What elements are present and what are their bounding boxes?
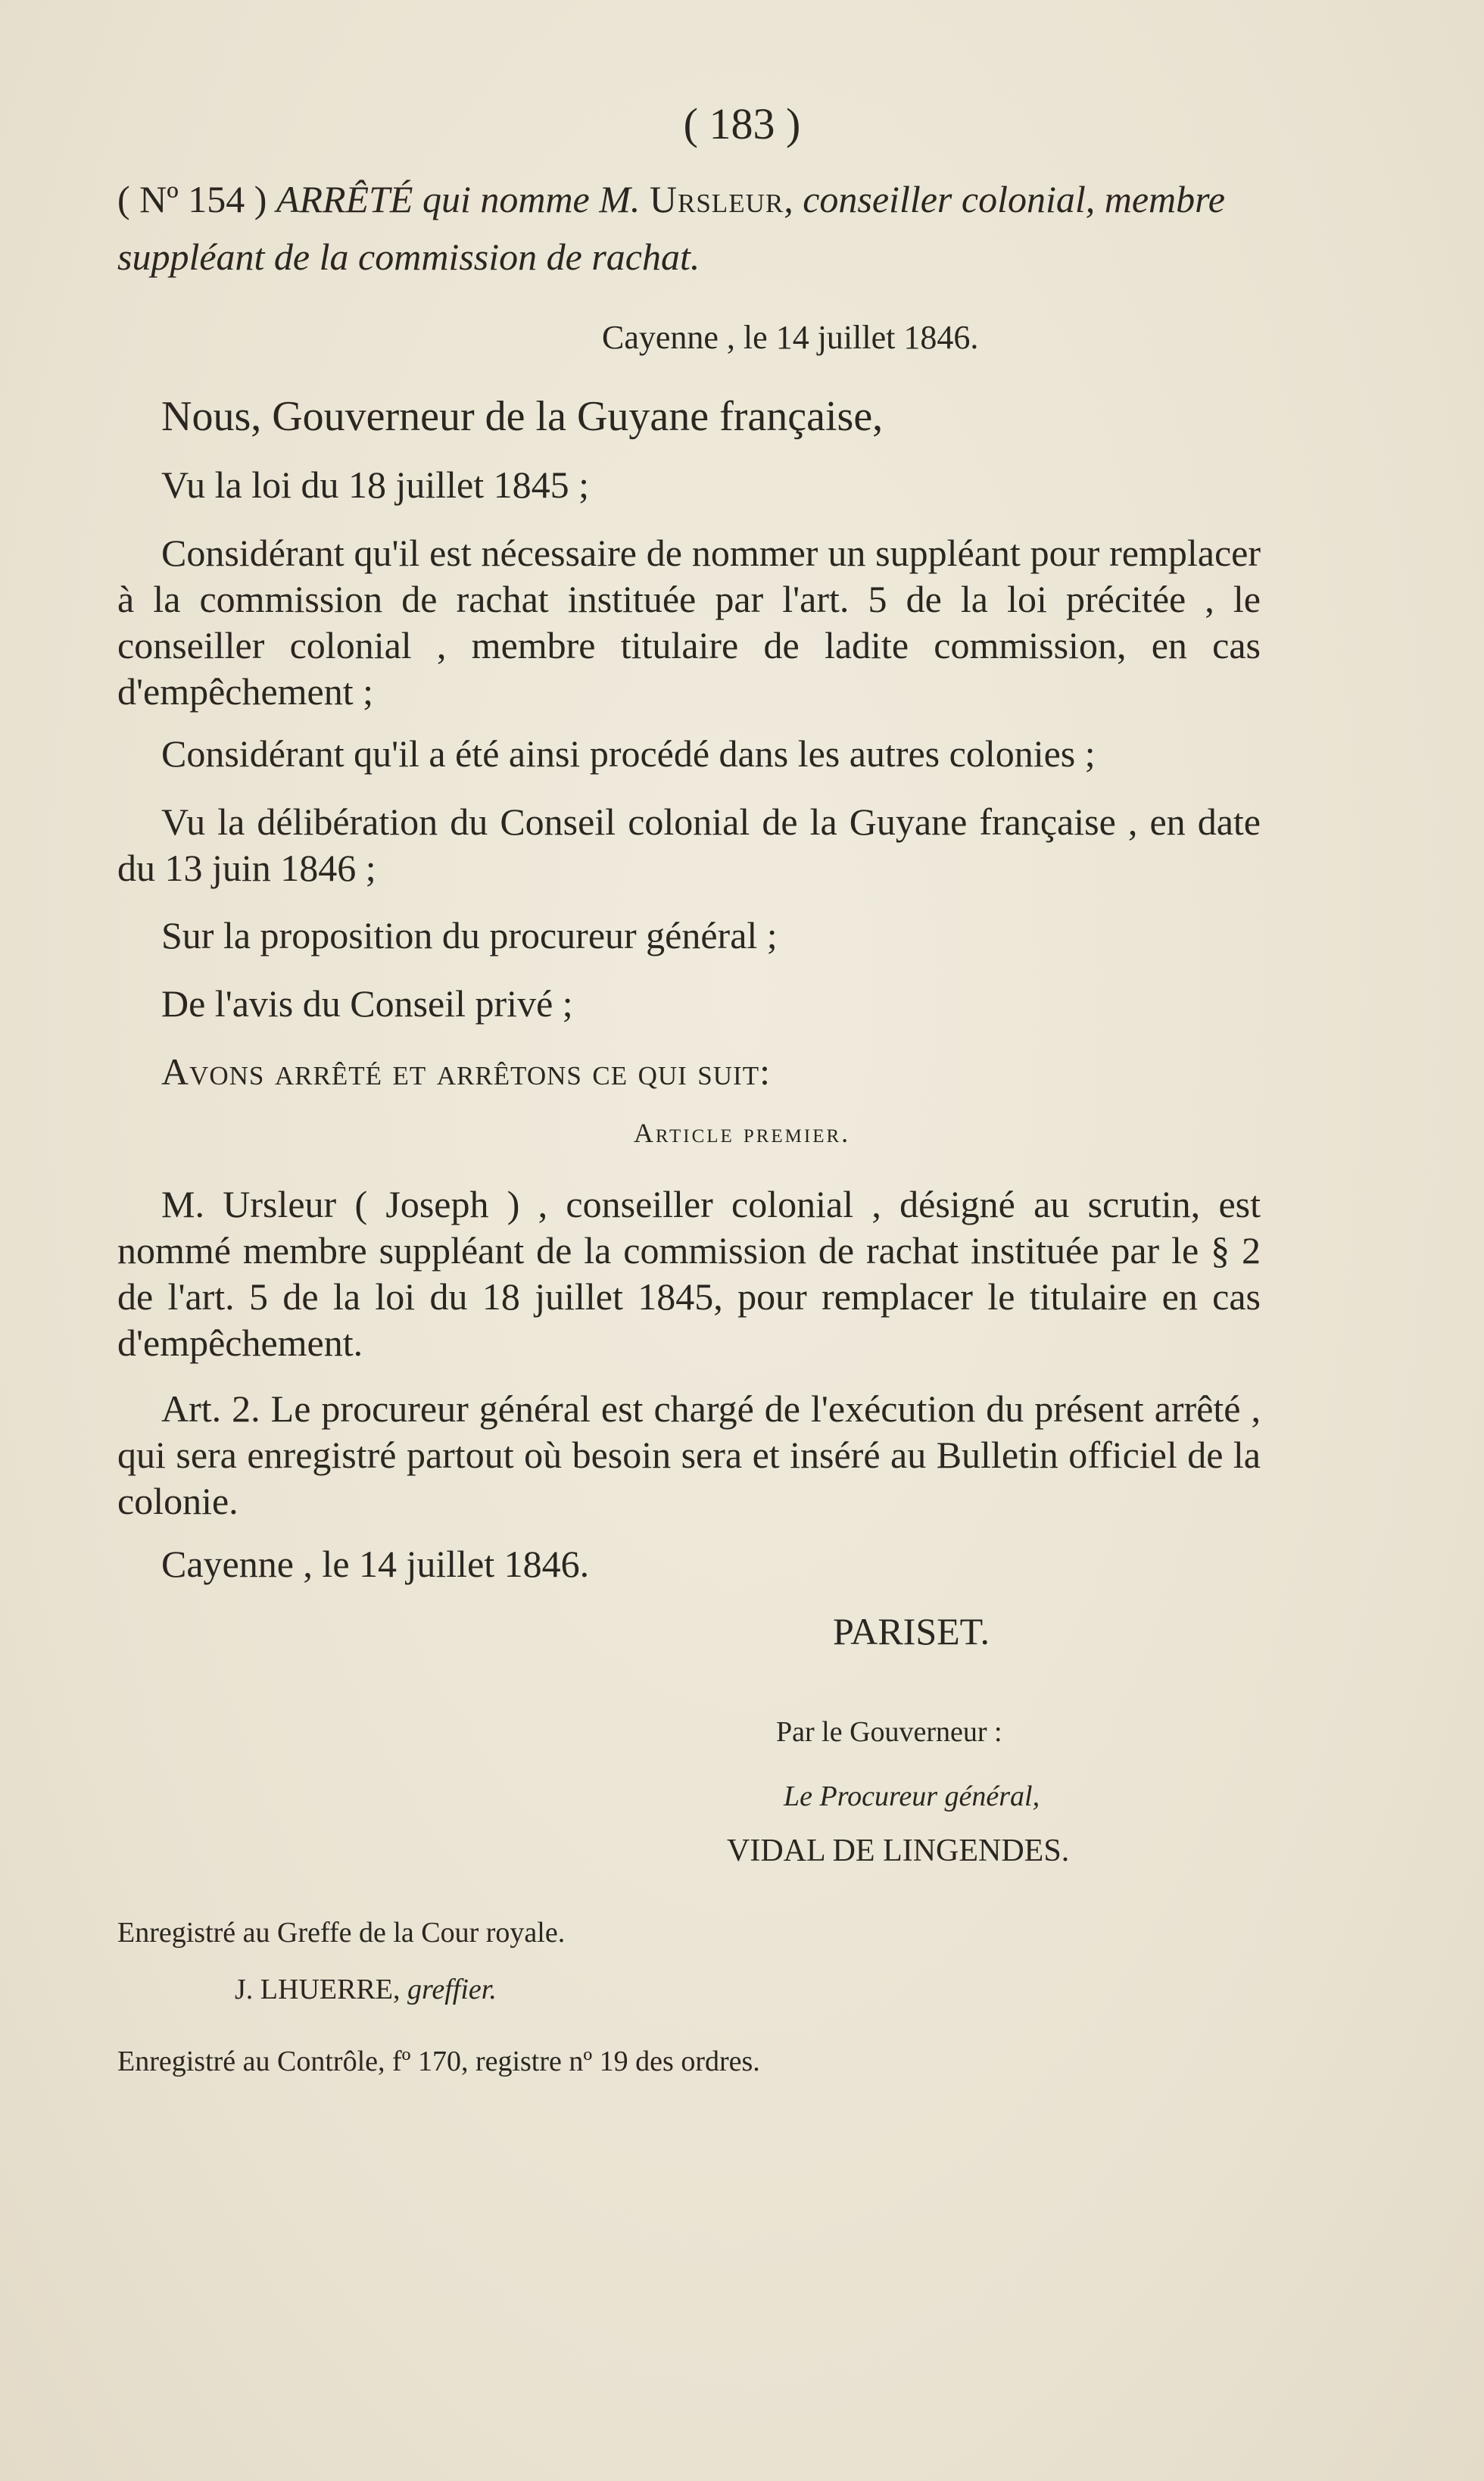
preamble-paragraph-3: Considérant qu'il a été ainsi procédé dans les autres colonies ; — [161, 732, 1096, 775]
countersign-title: Le Procureur général, — [784, 1780, 1040, 1812]
preamble-paragraph-2: Considérant qu'il est nécessaire de nommer un suppléant pour remplacer à la commission de rachat instituée par l'art. 5 de la loi précitée , le conseiller colonial , membre titulaire de ladite commission, en cas d'empêchement ; — [117, 532, 1261, 713]
preamble-paragraph-5: Sur la proposition du procureur général ; — [161, 914, 778, 957]
registration-controle: Enregistré au Contrôle, fº 170, registre nº 19 des ordres. — [117, 2046, 760, 2077]
dateline: Cayenne , le 14 juillet 1846. — [602, 319, 979, 356]
article-1: M. Ursleur ( Joseph ) , conseiller colonial , désigné au scrutin, est nommé membre suppléant de la commission de rachat instituée par le § 2 de l'art. 5 de la loi du 18 juillet 1845, pour remplacer le titulaire en cas d'empêchement. — [117, 1183, 1261, 1364]
signature: PARISET. — [833, 1610, 990, 1652]
decree-heading-name: Ursleur — [649, 178, 784, 220]
page-number: ( 183 ) — [683, 99, 801, 148]
closing-date: Cayenne , le 14 juillet 1846. — [161, 1543, 590, 1585]
decree-heading — [117, 170, 1268, 286]
article-2: Art. 2. Le procureur général est chargé de l'exécution du présent arrêté , qui sera enregistré partout où besoin sera et inséré au Bulletin officiel de la colonie. — [117, 1387, 1261, 1522]
clerk-name: J. LHUERRE, — [235, 1974, 401, 2005]
registration-clerk — [235, 1973, 497, 2006]
preamble-paragraph-1: Vu la loi du 18 juillet 1845 ; — [161, 463, 590, 506]
preamble-paragraph-4: Vu la délibération du Conseil colonial de la Guyane française , en date du 13 juin 1846 ; — [117, 800, 1261, 889]
preamble-nous: Nous, Gouverneur de la Guyane française, — [161, 393, 884, 440]
clerk-title: greffier. — [407, 1974, 497, 2005]
registration-greffe: Enregistré au Greffe de la Cour royale. — [117, 1917, 566, 1949]
preamble-paragraph-7: Avons arrêté et arrêtons ce qui suit: — [161, 1050, 771, 1093]
article-title: Article premier. — [633, 1118, 851, 1148]
decree-heading-text-2: , conseiller colonial, membre suppléant de la commission de rachat. — [117, 178, 1225, 278]
preamble-paragraph-6: De l'avis du Conseil privé ; — [161, 982, 573, 1025]
decree-heading-text-1: ARRÊTÉ qui nomme M. — [276, 178, 641, 220]
countersign-by: Par le Gouverneur : — [776, 1716, 1002, 1748]
countersign-name: VIDAL DE LINGENDES. — [727, 1833, 1070, 1868]
decree-number: ( Nº 154 ) — [117, 178, 267, 220]
